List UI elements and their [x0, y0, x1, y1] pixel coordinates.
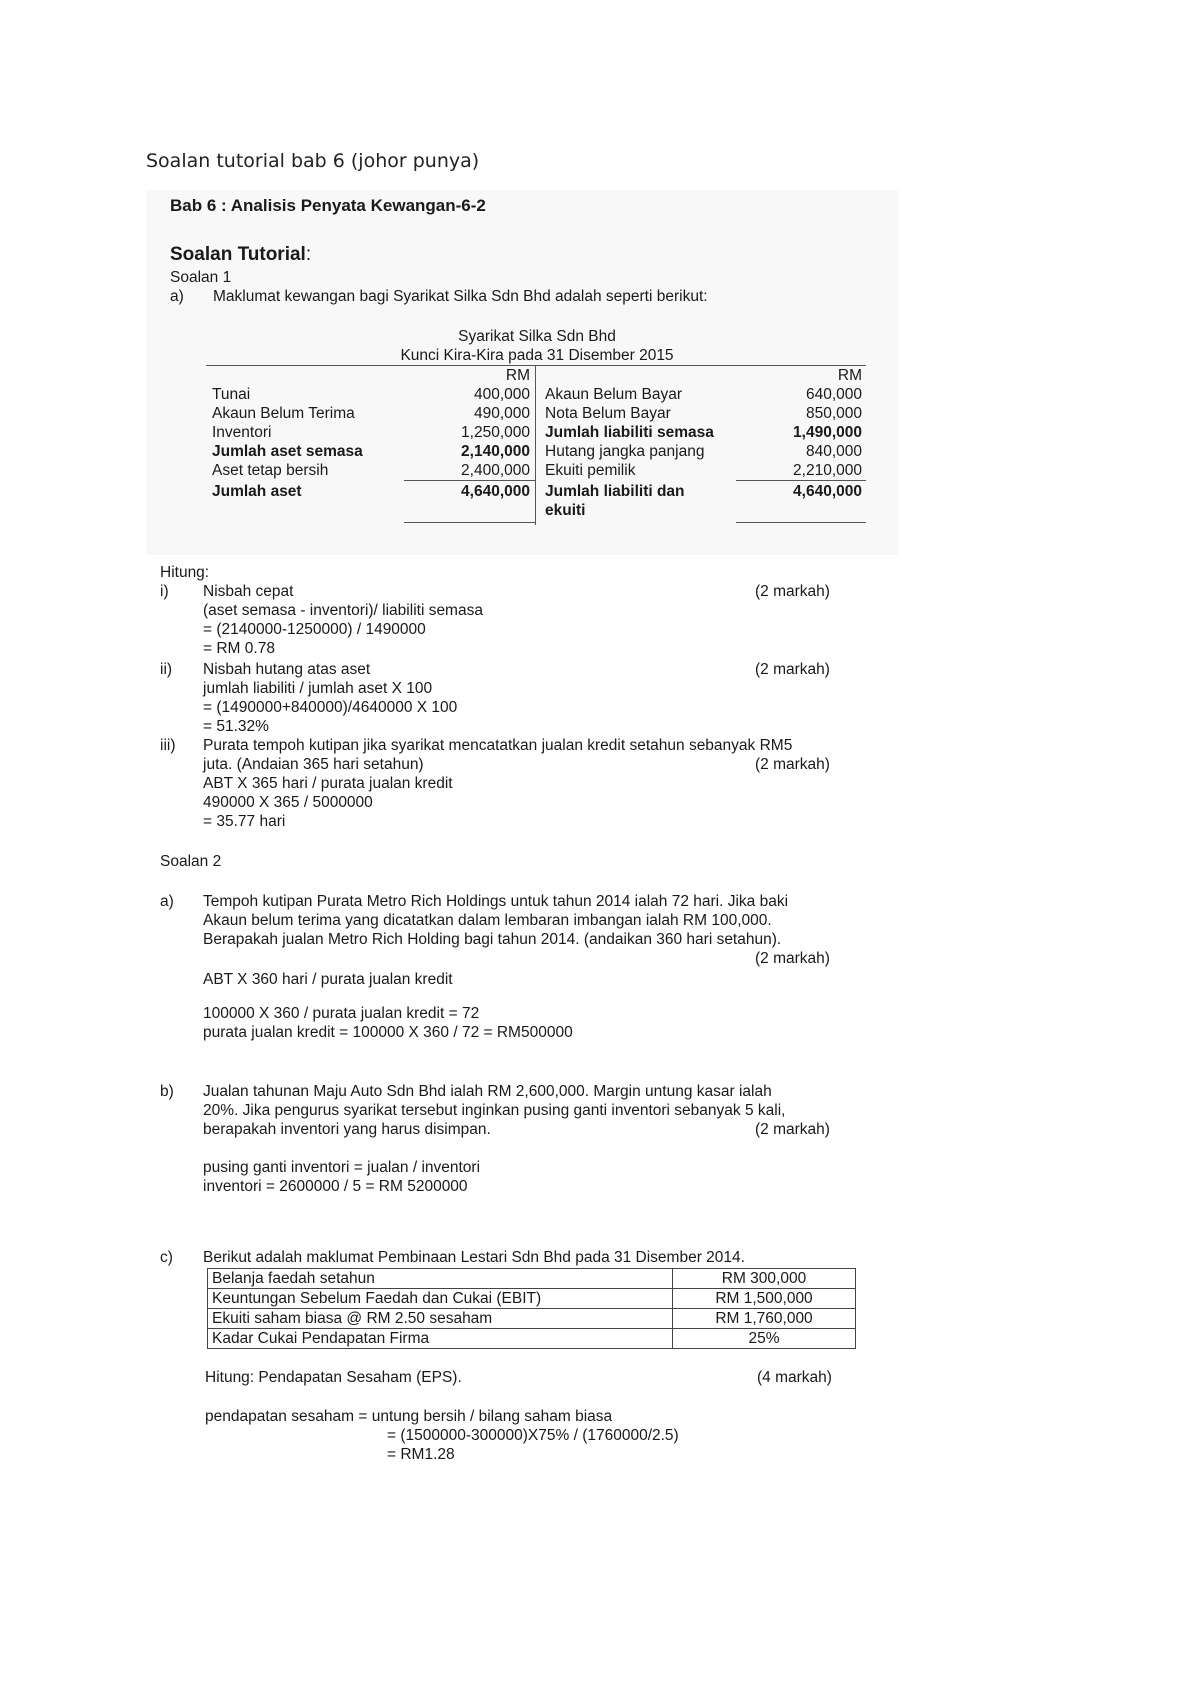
- right-row-label: Nota Belum Bayar: [545, 405, 671, 422]
- right-row-label: Jumlah liabiliti semasa: [545, 424, 714, 441]
- q1-ii-line1: jumlah liabiliti / jumlah aset X 100: [203, 680, 433, 697]
- table-cell-label: Kadar Cukai Pendapatan Firma: [208, 1329, 673, 1349]
- balance-sheet-top-rule: [206, 365, 866, 366]
- q1-iii-title: Purata tempoh kutipan jika syarikat mencatatkan jualan kredit setahun sebanyak RM5: [203, 737, 793, 754]
- right-row-value: 640,000: [805, 386, 862, 403]
- q2-b-marks: (2 markah): [755, 1121, 830, 1138]
- table-row: [208, 1309, 856, 1329]
- tutorial-heading: [170, 244, 311, 266]
- q1-i-title: Nisbah cepat: [203, 583, 294, 600]
- q2-c-intro: Berikut adalah maklumat Pembinaan Lestari Sdn Bhd pada 31 Disember 2014.: [203, 1249, 745, 1266]
- left-row-value: 400,000: [473, 386, 530, 403]
- table-row: [208, 1269, 856, 1289]
- left-total-rule: [404, 522, 535, 523]
- q1-iii-line2: 490000 X 365 / 5000000: [203, 794, 373, 811]
- document-title: Soalan tutorial bab 6 (johor punya): [146, 150, 480, 172]
- table-cell-label: Keuntungan Sebelum Faedah dan Cukai (EBIT): [208, 1289, 673, 1309]
- left-row-value: 1,250,000: [461, 424, 530, 441]
- q2-b-ans1: pusing ganti inventori = jualan / inventori: [203, 1159, 481, 1176]
- q2-b-line2: 20%. Jika pengurus syarikat tersebut inginkan pusing ganti inventori sebanyak 5 kali,: [203, 1102, 786, 1119]
- q2-a-ans2: 100000 X 360 / purata jualan kredit = 72: [203, 1005, 480, 1022]
- left-row-label: Jumlah aset: [212, 483, 302, 500]
- table-cell-value: 25%: [673, 1329, 856, 1349]
- eps-data-table: [207, 1268, 856, 1349]
- left-row-value: 2,400,000: [461, 462, 530, 479]
- q1-ii-marker: ii): [160, 661, 173, 678]
- balance-sheet-company: Syarikat Silka Sdn Bhd: [458, 328, 616, 345]
- q1-label: Soalan 1: [170, 269, 232, 286]
- q1-iii-title-cont: juta. (Andaian 365 hari setahun): [203, 756, 424, 773]
- q2-c-ans1: pendapatan sesaham = untung bersih / bilang saham biasa: [205, 1408, 613, 1425]
- q2-c-ans3: = RM1.28: [387, 1446, 455, 1463]
- tutorial-heading-colon: :: [305, 244, 312, 265]
- q2-c-task: Hitung: Pendapatan Sesaham (EPS).: [205, 1369, 462, 1386]
- right-row-label-cont: ekuiti: [545, 502, 586, 519]
- right-total-rule: [736, 522, 866, 523]
- balance-sheet-title: Kunci Kira-Kira pada 31 Disember 2015: [400, 347, 674, 364]
- q2-c-marker: c): [160, 1249, 173, 1266]
- table-row: [208, 1289, 856, 1309]
- right-row-label: Ekuiti pemilik: [545, 462, 636, 479]
- q2-a-ans3: purata jualan kredit = 100000 X 360 / 72 = RM500000: [203, 1024, 573, 1041]
- q1-a-marker: a): [170, 288, 184, 305]
- left-subtotal-rule: [404, 480, 535, 481]
- tutorial-heading-text: Soalan Tutorial: [170, 244, 306, 265]
- q2-b-ans2: inventori = 2600000 / 5 = RM 5200000: [203, 1178, 468, 1195]
- right-row-value: 2,210,000: [793, 462, 862, 479]
- right-row-value: 840,000: [805, 443, 862, 460]
- q1-i-marks: (2 markah): [755, 583, 830, 600]
- left-row-label: Jumlah aset semasa: [212, 443, 363, 460]
- balance-sheet-divider: [535, 365, 536, 525]
- table-row: [208, 1329, 856, 1349]
- table-cell-label: Ekuiti saham biasa @ RM 2.50 sesaham: [208, 1309, 673, 1329]
- q1-ii-line2: = (1490000+840000)/4640000 X 100: [203, 699, 458, 716]
- left-row-label: Inventori: [212, 424, 272, 441]
- chapter-heading: Bab 6 : Analisis Penyata Kewangan-6-2: [170, 196, 486, 215]
- q2-b-line1: Jualan tahunan Maju Auto Sdn Bhd ialah RM 2,600,000. Margin untung kasar ialah: [203, 1083, 772, 1100]
- left-row-value: 4,640,000: [461, 483, 530, 500]
- right-row-value: 4,640,000: [793, 483, 862, 500]
- right-row-value: 850,000: [805, 405, 862, 422]
- left-row-label: Tunai: [212, 386, 251, 403]
- right-row-label: Hutang jangka panjang: [545, 443, 705, 460]
- q1-ii-title: Nisbah hutang atas aset: [203, 661, 371, 678]
- q1-iii-line1: ABT X 365 hari / purata jualan kredit: [203, 775, 453, 792]
- left-row-label: Aset tetap bersih: [212, 462, 329, 479]
- q1-iii-line3: = 35.77 hari: [203, 813, 286, 830]
- table-cell-value: RM 1,500,000: [673, 1289, 856, 1309]
- q1-i-line1: (aset semasa - inventori)/ liabiliti semasa: [203, 602, 483, 619]
- q2-a-marks: (2 markah): [755, 950, 830, 967]
- q2-c-ans2: = (1500000-300000)X75% / (1760000/2.5): [387, 1427, 679, 1444]
- q2-b-line3: berapakah inventori yang harus disimpan.: [203, 1121, 491, 1138]
- right-row-label: Jumlah liabiliti dan: [545, 483, 685, 500]
- q2-b-marker: b): [160, 1083, 174, 1100]
- table-cell-value: RM 300,000: [673, 1269, 856, 1289]
- left-row-value: 2,140,000: [461, 443, 530, 460]
- right-row-label: Akaun Belum Bayar: [545, 386, 682, 403]
- q2-a-ans1: ABT X 360 hari / purata jualan kredit: [203, 971, 453, 988]
- q1-ii-marks: (2 markah): [755, 661, 830, 678]
- right-row-value: 1,490,000: [793, 424, 862, 441]
- q1-i-line3: = RM 0.78: [203, 640, 275, 657]
- q1-i-marker: i): [160, 583, 169, 600]
- left-row-label: Akaun Belum Terima: [212, 405, 355, 422]
- left-row-value: 490,000: [473, 405, 530, 422]
- right-subtotal-rule: [736, 480, 866, 481]
- q2-c-marks: (4 markah): [757, 1369, 832, 1386]
- q2-a-line1: Tempoh kutipan Purata Metro Rich Holdings untuk tahun 2014 ialah 72 hari. Jika baki: [203, 893, 789, 910]
- q1-a-text: Maklumat kewangan bagi Syarikat Silka Sdn Bhd adalah seperti berikut:: [213, 288, 708, 305]
- q1-iii-marks: (2 markah): [755, 756, 830, 773]
- left-currency-header: RM: [505, 367, 530, 384]
- table-cell-label: Belanja faedah setahun: [208, 1269, 673, 1289]
- right-currency-header: RM: [837, 367, 862, 384]
- q2-a-marker: a): [160, 893, 174, 910]
- q2-a-line2: Akaun belum terima yang dicatatkan dalam lembaran imbangan ialah RM 100,000.: [203, 912, 772, 929]
- hitung-label: Hitung:: [160, 564, 210, 581]
- q2-label: Soalan 2: [160, 853, 222, 870]
- q1-i-line2: = (2140000-1250000) / 1490000: [203, 621, 426, 638]
- table-cell-value: RM 1,760,000: [673, 1309, 856, 1329]
- q1-ii-line3: = 51.32%: [203, 718, 269, 735]
- q1-iii-marker: iii): [160, 737, 176, 754]
- q2-a-line3: Berapakah jualan Metro Rich Holding bagi tahun 2014. (andaikan 360 hari setahun).: [203, 931, 782, 948]
